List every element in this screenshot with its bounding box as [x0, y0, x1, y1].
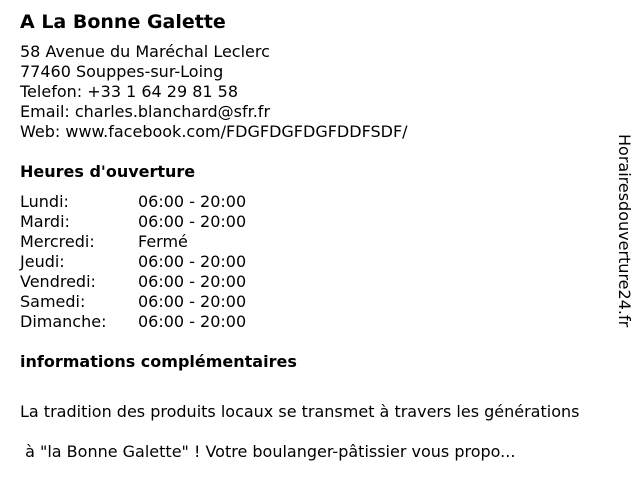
info-title: informations complémentaires	[20, 352, 297, 371]
hours-day: Jeudi:	[20, 252, 65, 271]
hours-day: Vendredi:	[20, 272, 96, 291]
hours-row	[20, 272, 620, 292]
hours-day: Mercredi:	[20, 232, 95, 251]
business-card	[20, 10, 620, 480]
hours-day: Dimanche:	[20, 312, 107, 331]
address-line-1: 58 Avenue du Maréchal Leclerc	[20, 42, 270, 61]
email-line[interactable]: Email: charles.blanchard@sfr.fr	[20, 102, 271, 121]
hours-row	[20, 252, 620, 272]
hours-time: 06:00 - 20:00	[138, 292, 247, 311]
web-line[interactable]: Web: www.facebook.com/FDGFDGFDGFDDFSDF/	[20, 122, 408, 141]
info-text-line-1: La tradition des produits locaux se transmet à travers les générations	[20, 402, 580, 421]
hours-day: Lundi:	[20, 192, 69, 211]
hours-row	[20, 212, 620, 232]
info-text-line-2: à "la Bonne Galette" ! Votre boulanger-pâtissier vous propo...	[20, 442, 516, 461]
hours-time: 06:00 - 20:00	[138, 272, 247, 291]
hours-time: 06:00 - 20:00	[138, 252, 247, 271]
hours-table	[20, 192, 620, 332]
hours-time: Fermé	[138, 232, 188, 251]
hours-row	[20, 192, 620, 212]
brand-vertical-text[interactable]: Horairesdouverture24.fr	[615, 134, 634, 328]
hours-time: 06:00 - 20:00	[138, 192, 247, 211]
hours-time: 06:00 - 20:00	[138, 312, 247, 331]
hours-time: 06:00 - 20:00	[138, 212, 247, 231]
address-line-2: 77460 Souppes-sur-Loing	[20, 62, 224, 81]
hours-row	[20, 232, 620, 252]
hours-title: Heures d'ouverture	[20, 162, 196, 181]
hours-row	[20, 312, 620, 332]
info-description	[20, 382, 620, 480]
hours-row	[20, 292, 620, 312]
business-name: A La Bonne Galette	[20, 11, 226, 33]
hours-day: Mardi:	[20, 212, 70, 231]
hours-day: Samedi:	[20, 292, 86, 311]
phone-line[interactable]: Telefon: +33 1 64 29 81 58	[20, 82, 239, 101]
contact-block	[20, 42, 620, 142]
